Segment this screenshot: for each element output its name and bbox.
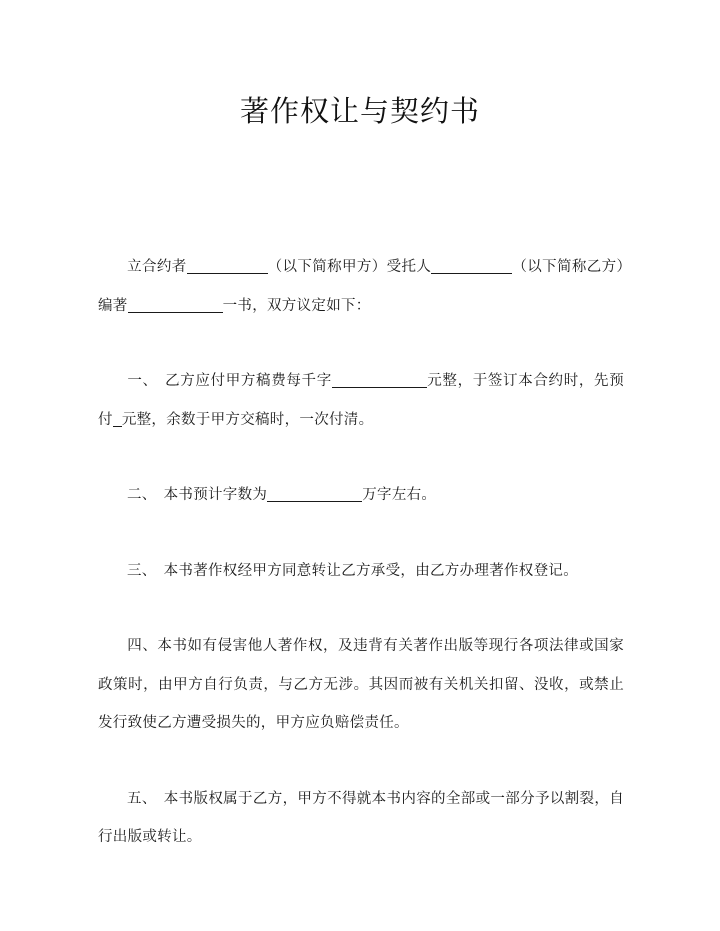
- text-run: 本书预计字数为: [163, 487, 268, 503]
- fill-in-blank[interactable]: [187, 258, 268, 274]
- text-run: （以下简称甲方）受托人: [267, 259, 432, 275]
- paragraph-preamble: [98, 248, 624, 325]
- text-run: （以下简称乙方）编著: [98, 259, 624, 314]
- paragraph-clause-4: [98, 627, 624, 743]
- fill-in-blank[interactable]: [267, 486, 362, 502]
- text-run: 一书，双方议定如下：: [222, 297, 371, 314]
- paragraph-clause-3: [98, 552, 624, 591]
- text-run: 元整，于签订本合约时，先预付: [98, 373, 624, 428]
- text-run: 立合约者: [127, 259, 187, 275]
- page-title: 著作权让与契约书: [239, 94, 480, 129]
- text-run: 元整，余数于甲方交稿时，一次付清。: [121, 411, 374, 428]
- paragraph-clause-1: [98, 362, 624, 439]
- fill-in-blank[interactable]: [128, 297, 223, 313]
- text-run: 三、: [127, 562, 157, 579]
- text-run: 本书版权属于乙方，甲方不得就本书内容的全部或一部分予以割裂，自行出版或转让。: [98, 790, 624, 845]
- text-run: 一、: [127, 373, 158, 389]
- text-run: 万字左右。: [362, 487, 437, 503]
- text-run: 本书著作权经甲方同意转让乙方承受，由乙方办理著作权登记。: [163, 562, 579, 579]
- paragraph-clause-2: [98, 476, 624, 515]
- text-run: 四、本书如有侵害他人著作权，及违背有关著作出版等现行各项法律或国家政策时，由甲方自行负责，与乙方无涉。其因而被有关机关扣留、没收，或禁止发行致使乙方遭受损失的，甲方应负赔偿责任。: [98, 638, 624, 731]
- text-run: 五、: [127, 790, 157, 807]
- paragraph-clause-5: [98, 780, 624, 857]
- fill-in-blank[interactable]: [113, 411, 122, 427]
- document-body: [98, 248, 624, 857]
- text-run: 乙方应付甲方稿费每千字: [164, 373, 332, 389]
- fill-in-blank[interactable]: [431, 258, 512, 274]
- text-run: 二、: [127, 487, 157, 503]
- fill-in-blank[interactable]: [332, 372, 427, 388]
